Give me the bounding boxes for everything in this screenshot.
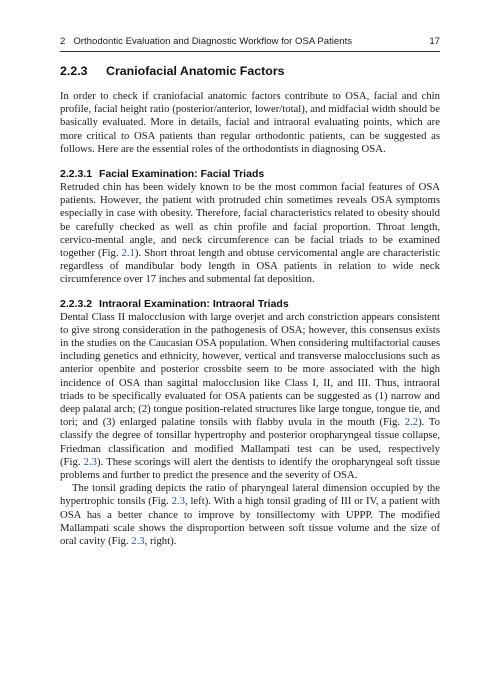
subsection-title: Facial Examination: Facial Triads — [99, 168, 265, 181]
figure-reference-link[interactable]: 2.3 — [131, 535, 145, 548]
intraoral-triads-paragraph — [60, 311, 440, 483]
paragraph-text: Dental Class II malocclusion with large overjet and arch constriction appears consistent to give strong consideration in the pathogenesis of OSA; however, this consensus exists in the studies on the Caucasian OSA population. When considering multifactorial causes including genetics and ethnicity, however, vertical and transverse malocclusions such as anterior openbite and posterior crossbite seem to be more associated with the high incidence of OSA than sagittal malocclusion like Class I, II, and III. Thus, intraoral triads to be specifically evaluated for OSA patients can be suggested as (1) narrow and deep palatal arch; (2) tongue position-related structures like large tongue, tongue tie, and tori; and (3) enlarged palatine tonsils with flabby uvula in the mouth (Fig. — [60, 310, 440, 429]
page-number: 17 — [429, 36, 440, 47]
section-number: 2.2.3 — [60, 64, 88, 78]
paragraph-text: ). Short throat length and obtuse cervicomental angle are characteristic regardless of mandibular body length in OSA patients in relation to wide neck circumference over 17 inches and submental fat deposition. — [60, 247, 440, 286]
chapter-title: Orthodontic Evaluation and Diagnostic Workflow for OSA Patients — [73, 36, 353, 47]
figure-reference-link[interactable]: 2.2 — [404, 416, 419, 429]
subsection-heading-intraoral — [60, 298, 440, 310]
figure-reference-link[interactable]: 2.3 — [171, 495, 185, 508]
section-paragraph: In order to check if craniofacial anatomic factors contribute to OSA, facial and chin profile, facial height ratio (posterior/anterior, lower/total), and midfacial width should be basically evaluated. More in details, facial and intraoral evaluating points, which are more critical to OSA patients than regular orthodontic patients, can be suggested as follows. Here are the essential roles of the orthodontists in diagnosing OSA. — [60, 90, 440, 155]
paragraph-text: ). To classify the degree of tonsillar hypertrophy and posterior oropharyngeal tissue collapse, Friedman classification and modified Mallampati test can be used, respectively (Fig. — [60, 416, 441, 468]
paragraph-text: , left). With a high tonsil grading of III or IV, a patient with OSA has a better chance to improve by tonsillectomy with UPPP. The modified Mallampati scale shows the disproportion between soft tissue volume and the size of oral cavity (Fig. — [60, 495, 440, 548]
spacer — [60, 156, 440, 168]
page-content — [60, 60, 440, 548]
paragraph-text: ). These scorings will alert the dentists to identify the oropharyngeal soft tissue problems and further to predict the presence and the severity of OSA. — [60, 455, 440, 482]
figure-reference-link[interactable]: 2.1 — [121, 247, 135, 260]
section-heading — [60, 64, 440, 78]
paragraph-text: The tonsil grading depicts the ratio of pharyngeal lateral dimension occupied by the hypertrophic tonsils (Fig. — [60, 482, 440, 508]
running-head — [60, 36, 440, 50]
header-rule — [60, 51, 440, 52]
subsection-heading-facial — [60, 168, 440, 180]
subsection-number: 2.2.3.2 — [60, 297, 93, 310]
subsection-title: Intraoral Examination: Intraoral Triads — [99, 297, 289, 310]
tonsil-grading-paragraph — [60, 482, 440, 548]
running-head-left — [60, 36, 352, 47]
chapter-number: 2 — [60, 36, 66, 47]
subsection-number: 2.2.3.1 — [60, 168, 93, 181]
spacer — [60, 287, 440, 298]
facial-triads-paragraph — [60, 181, 440, 287]
section-title: Craniofacial Anatomic Factors — [106, 64, 285, 78]
paragraph-text: Retruded chin has been widely known to be the most common facial features of OSA patients. However, the patient with protruded chin sometimes reveals OSA symptoms especially in case with obesity. Therefore, facial characteristics related to obesity should be carefully checked as well as chin profile and facial proportion. Throat length, cervico-mental angle, and neck circumference can be facial triads to be examined together (Fig. — [60, 181, 440, 260]
figure-reference-link[interactable]: 2.3 — [83, 455, 97, 468]
paragraph-text: , right). — [144, 535, 177, 548]
